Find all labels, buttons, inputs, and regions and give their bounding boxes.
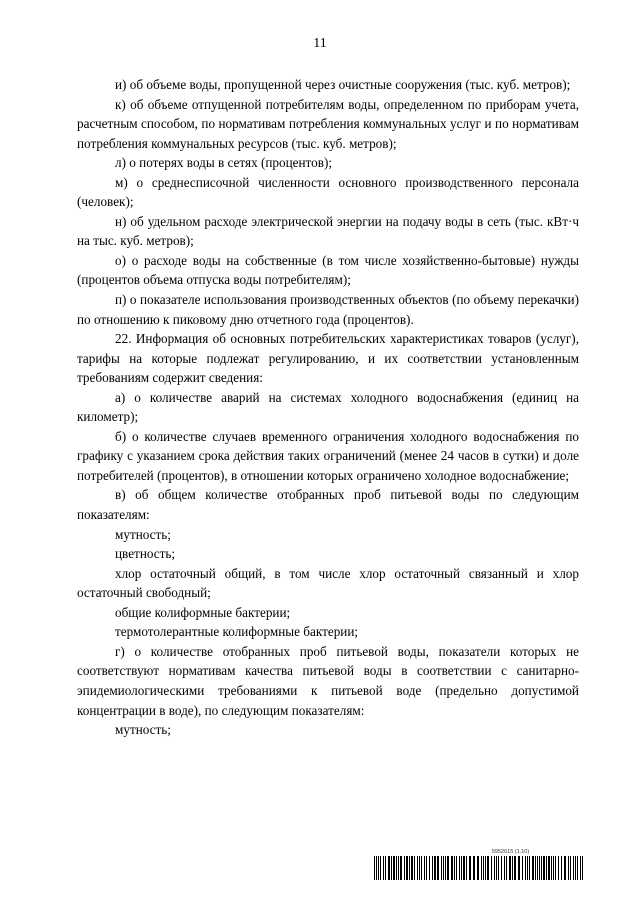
document-code: 5952615 (1.10) <box>491 849 530 855</box>
paragraph-m: м) о среднесписочной численности основного производственного персонала (человек); <box>77 174 579 210</box>
paragraph-k: к) об объеме отпущенной потребителям воды, определенном по приборам учета, расчетным способом, по нормативам потребления коммунальных услуг и по нормативам потребления коммунальных ресурсов (тыс. куб. метров); <box>77 96 579 151</box>
list-item-thermotolerant: термотолерантные колиформные бактерии; <box>115 624 359 640</box>
list-item-color: цветность; <box>115 546 176 562</box>
barcode-icon <box>374 856 583 880</box>
paragraph-v: в) об общем количестве отобранных проб питьевой воды по следующим показателям: <box>77 487 579 523</box>
paragraph-b: б) о количестве случаев временного ограничения холодного водоснабжения по графику с указанием срока действия таких ограничений (менее 24 часов в сутки) и доле потребителей (процентов), в отношении которых ограничено холодное водоснабжение; <box>77 428 579 483</box>
paragraph-n: н) об удельном расходе электрической энергии на подачу воды в сеть (тыс. кВт·ч на тыс. куб. метров); <box>77 213 579 249</box>
paragraph-a: а) о количестве аварий на системах холодного водоснабжения (единиц на километр); <box>77 389 579 425</box>
paragraph-g: г) о количестве отобранных проб питьевой воды, показатели которых не соответствуют нормативам качества питьевой воды в соответствии с санитарно-эпидемиологическими требованиями к питьевой воде (предельно допустимой концентрации в воде), по следующим показателям: <box>77 643 579 718</box>
paragraph-o: о) о расходе воды на собственные (в том числе хозяйственно-бытовые) нужды (процентов объема отпуска воды потребителям); <box>77 252 579 288</box>
paragraph-22: 22. Информация об основных потребительских характеристиках товаров (услуг), тарифы на которые подлежат регулированию, и их соответствии установленным требованиям содержит сведения: <box>77 331 579 386</box>
list-item-turbidity: мутность; <box>115 526 171 542</box>
list-item-turbidity-2: мутность; <box>115 722 171 738</box>
list-item-chlorine: хлор остаточный общий, в том числе хлор остаточный связанный и хлор остаточный свободный; <box>77 565 579 601</box>
page-number: 11 <box>313 36 327 51</box>
paragraph-i: и) об объеме воды, пропущенной через очистные сооружения (тыс. куб. метров); <box>115 77 571 92</box>
list-item-coliform: общие колиформные бактерии; <box>115 604 291 620</box>
document-body <box>77 75 579 740</box>
paragraph-l: л) о потерях воды в сетях (процентов); <box>115 155 333 171</box>
paragraph-p: п) о показателе использования производственных объектов (по объему перекачки) по отношению к пиковому дню отчетного года (процентов). <box>77 292 579 327</box>
